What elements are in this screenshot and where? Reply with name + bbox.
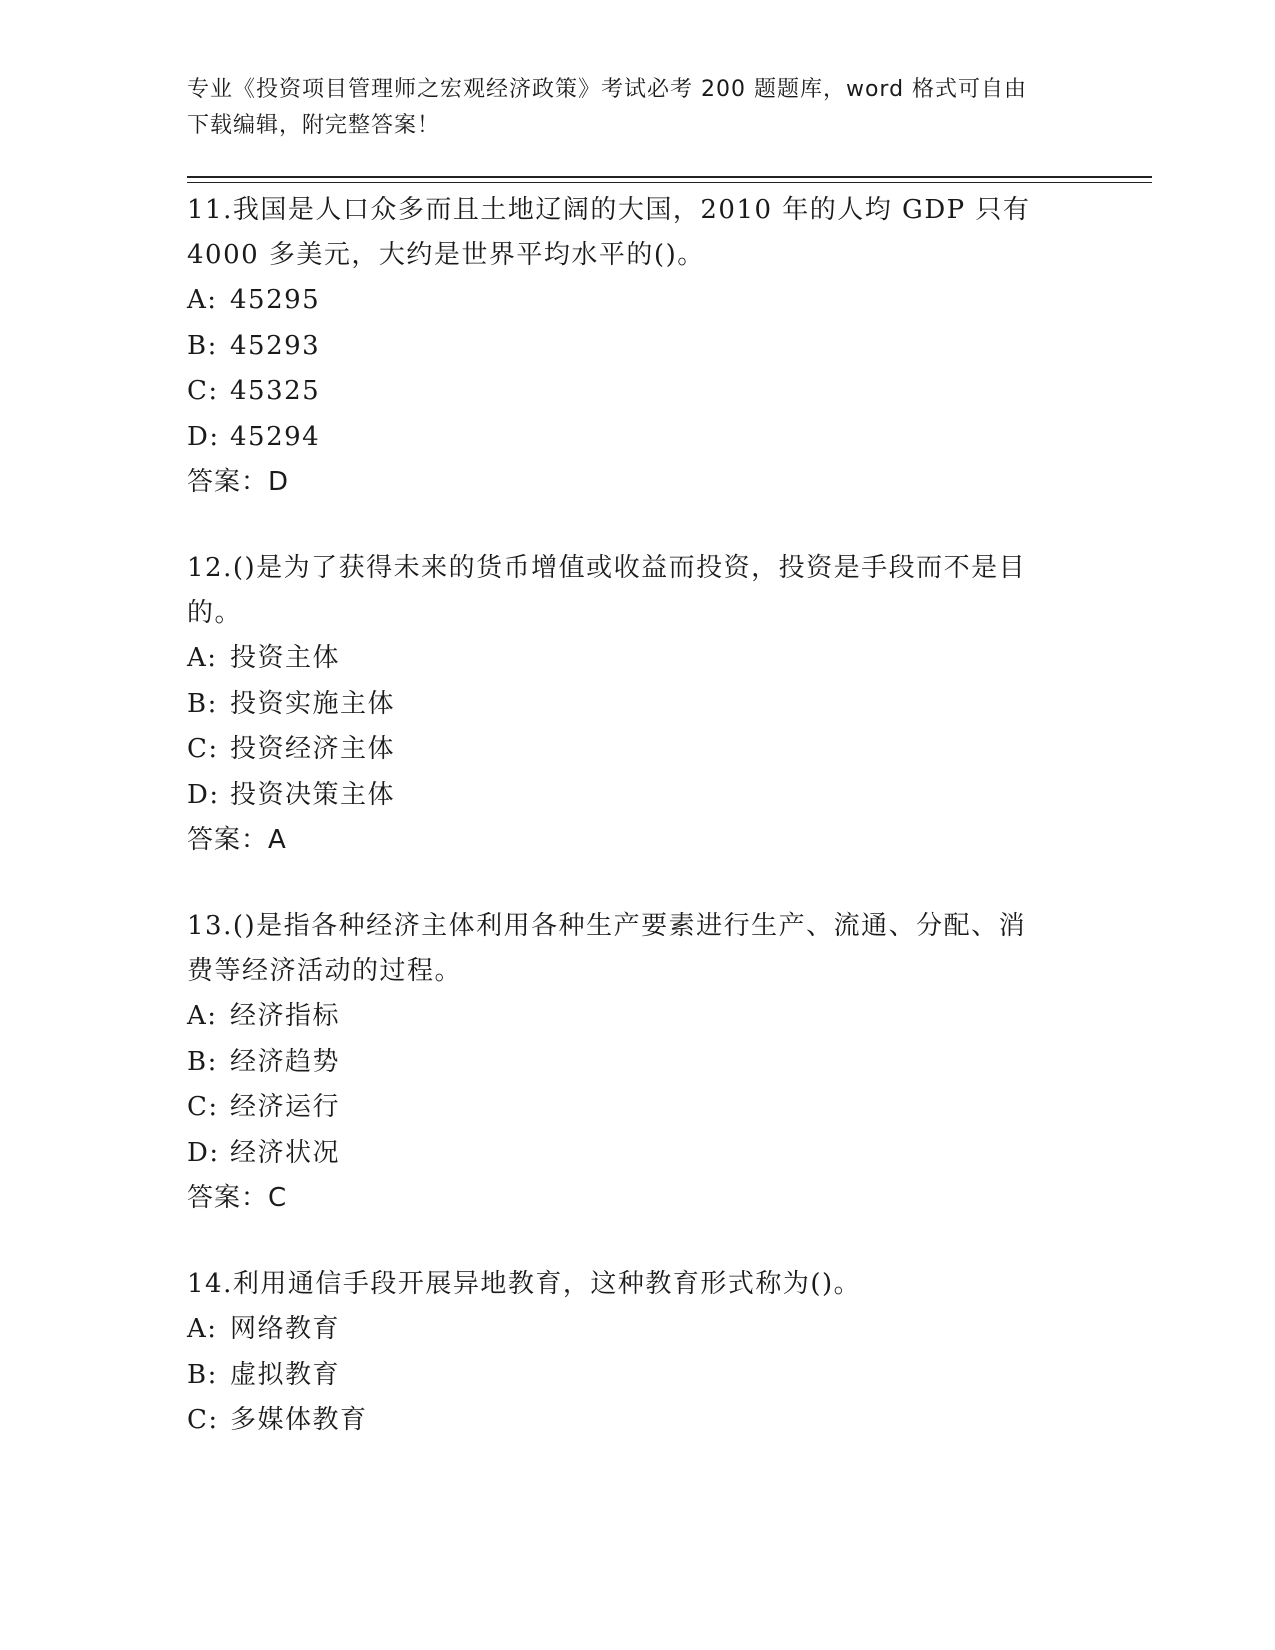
option-letter: D: [187, 779, 220, 810]
option-letter: D: [187, 1137, 220, 1168]
option-text: 45325 [230, 376, 321, 406]
question-number: 11. [187, 195, 233, 225]
question-text-line [187, 546, 1087, 591]
option-text: 投资决策主体 [230, 779, 396, 810]
question-text-line [187, 591, 1087, 636]
option-text: 经济趋势 [230, 1046, 341, 1077]
question-text-line [187, 949, 1087, 994]
question-text-line [187, 188, 1087, 233]
option-text: 45293 [230, 330, 321, 361]
question-text: 的。 [187, 598, 243, 628]
answer-option [187, 1131, 1087, 1177]
question-text: ()是指各种经济主体利用各种生产要素进行生产、流通、分配、消 [232, 911, 1027, 941]
option-text: 多媒体教育 [230, 1405, 368, 1435]
option-text: 45295 [230, 285, 321, 315]
question-text: 4000 多美元，大约是世界平均水平的()。 [187, 240, 705, 270]
answer-option [187, 1398, 1087, 1444]
question-block [187, 546, 1087, 863]
question-text-line [187, 1262, 1087, 1307]
question-number: 13. [187, 911, 233, 941]
option-letter: B: [187, 330, 218, 361]
answer-key: 答案：D [187, 467, 290, 497]
question-list [187, 188, 1087, 1485]
answer-key: 答案：A [187, 825, 287, 855]
question-text: 利用通信手段开展异地教育，这种教育形式称为()。 [232, 1269, 862, 1299]
option-text: 45294 [230, 421, 321, 452]
option-letter: C: [187, 1405, 219, 1435]
header-divider-thin [187, 182, 1152, 183]
question-text: 我国是人口众多而且土地辽阔的大国，2010 年的人均 GDP 只有 [232, 195, 1031, 225]
option-text: 投资实施主体 [230, 688, 396, 719]
option-text: 网络教育 [230, 1314, 341, 1344]
option-letter: C: [187, 1092, 219, 1122]
answer-option [187, 415, 1087, 461]
answer-option [187, 1085, 1087, 1131]
question-number: 14. [187, 1269, 233, 1299]
option-letter: A: [187, 643, 218, 673]
option-text: 投资经济主体 [230, 734, 396, 764]
answer-option [187, 278, 1087, 324]
answer-option [187, 1353, 1087, 1399]
option-letter: B: [187, 1359, 218, 1390]
option-letter: C: [187, 734, 219, 764]
option-text: 经济运行 [230, 1092, 341, 1122]
option-letter: B: [187, 688, 218, 719]
question-text: ()是为了获得未来的货币增值或收益而投资，投资是手段而不是目 [232, 553, 1027, 583]
answer-option [187, 324, 1087, 370]
question-text: 费等经济活动的过程。 [187, 956, 463, 986]
option-text: 经济指标 [230, 1001, 341, 1031]
answer-option [187, 1307, 1087, 1353]
option-text: 投资主体 [230, 643, 341, 673]
question-text-line [187, 233, 1087, 278]
header-divider-thick [187, 176, 1152, 178]
option-letter: B: [187, 1046, 218, 1077]
option-letter: C: [187, 376, 219, 406]
option-letter: A: [187, 1314, 218, 1344]
answer-option [187, 994, 1087, 1040]
answer-option [187, 636, 1087, 682]
answer-option [187, 682, 1087, 728]
option-letter: A: [187, 285, 218, 315]
header-line-1: 专业《投资项目管理师之宏观经济政策》考试必考 200 题题库，word 格式可自由 [187, 77, 1028, 102]
answer-option [187, 1040, 1087, 1086]
question-block [187, 188, 1087, 505]
option-letter: A: [187, 1001, 218, 1031]
question-block [187, 904, 1087, 1221]
question-number: 12. [187, 553, 233, 583]
option-text: 虚拟教育 [230, 1359, 341, 1390]
option-letter: D: [187, 421, 220, 452]
header-line-2: 下载编辑，附完整答案！ [187, 113, 441, 138]
answer-key: 答案：C [187, 1183, 288, 1213]
question-text-line [187, 904, 1087, 949]
document-header [187, 72, 1067, 144]
question-block [187, 1262, 1087, 1444]
answer-option [187, 369, 1087, 415]
answer-option [187, 727, 1087, 773]
option-text: 经济状况 [230, 1137, 341, 1168]
answer-option [187, 773, 1087, 819]
